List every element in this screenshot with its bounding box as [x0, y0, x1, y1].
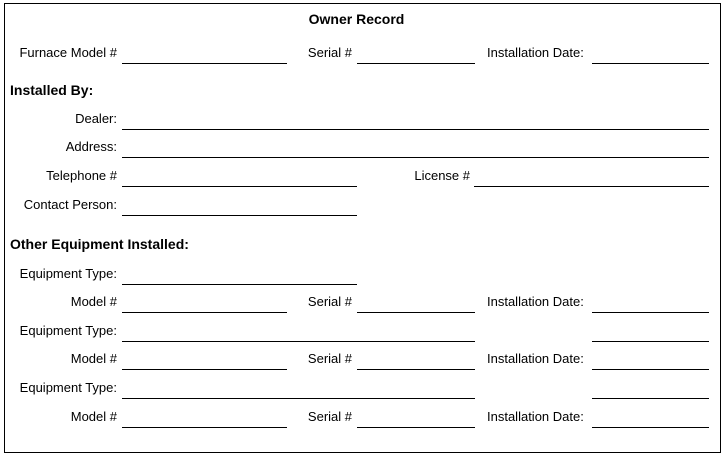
equipment-type-label: Equipment Type:: [19, 323, 117, 338]
other-equipment-heading: Other Equipment Installed:: [10, 236, 189, 252]
license-field[interactable]: [474, 186, 709, 187]
equipment-install-date-field[interactable]: [592, 312, 709, 313]
equipment-type-label: Equipment Type:: [19, 380, 117, 395]
form-title: Owner Record: [308, 11, 405, 27]
contact-person-field[interactable]: [122, 215, 357, 216]
furnace-model-field[interactable]: [122, 63, 287, 64]
equipment-serial-label: Serial #: [307, 294, 352, 309]
furnace-model-label: Furnace Model #: [19, 45, 117, 60]
equipment-type-field[interactable]: [122, 341, 475, 342]
furnace-install-date-label: Installation Date:: [487, 45, 584, 60]
equipment-model-label: Model #: [70, 351, 117, 366]
address-label: Address:: [65, 139, 117, 154]
equipment-serial-label: Serial #: [307, 409, 352, 424]
equipment-serial-field[interactable]: [357, 312, 475, 313]
furnace-serial-field[interactable]: [357, 63, 475, 64]
equipment-type-label: Equipment Type:: [19, 266, 117, 281]
license-label: License #: [414, 168, 470, 183]
equipment-type-extra-field[interactable]: [592, 341, 709, 342]
telephone-field[interactable]: [122, 186, 357, 187]
equipment-install-date-field[interactable]: [592, 427, 709, 428]
dealer-field[interactable]: [122, 129, 709, 130]
furnace-install-date-field[interactable]: [592, 63, 709, 64]
equipment-install-date-field[interactable]: [592, 369, 709, 370]
equipment-model-field[interactable]: [122, 369, 287, 370]
furnace-serial-label: Serial #: [307, 45, 352, 60]
equipment-model-field[interactable]: [122, 312, 287, 313]
address-field[interactable]: [122, 157, 709, 158]
equipment-type-extra-field[interactable]: [592, 398, 709, 399]
equipment-model-label: Model #: [70, 409, 117, 424]
equipment-model-label: Model #: [70, 294, 117, 309]
equipment-type-field[interactable]: [122, 284, 357, 285]
telephone-label: Telephone #: [46, 168, 117, 183]
equipment-install-date-label: Installation Date:: [487, 351, 584, 366]
equipment-model-field[interactable]: [122, 427, 287, 428]
equipment-type-field[interactable]: [122, 398, 475, 399]
contact-person-label: Contact Person:: [23, 197, 117, 212]
equipment-serial-field[interactable]: [357, 369, 475, 370]
installed-by-heading: Installed By:: [10, 82, 94, 98]
dealer-label: Dealer:: [75, 111, 117, 126]
equipment-install-date-label: Installation Date:: [487, 294, 584, 309]
equipment-serial-field[interactable]: [357, 427, 475, 428]
equipment-serial-label: Serial #: [307, 351, 352, 366]
equipment-install-date-label: Installation Date:: [487, 409, 584, 424]
